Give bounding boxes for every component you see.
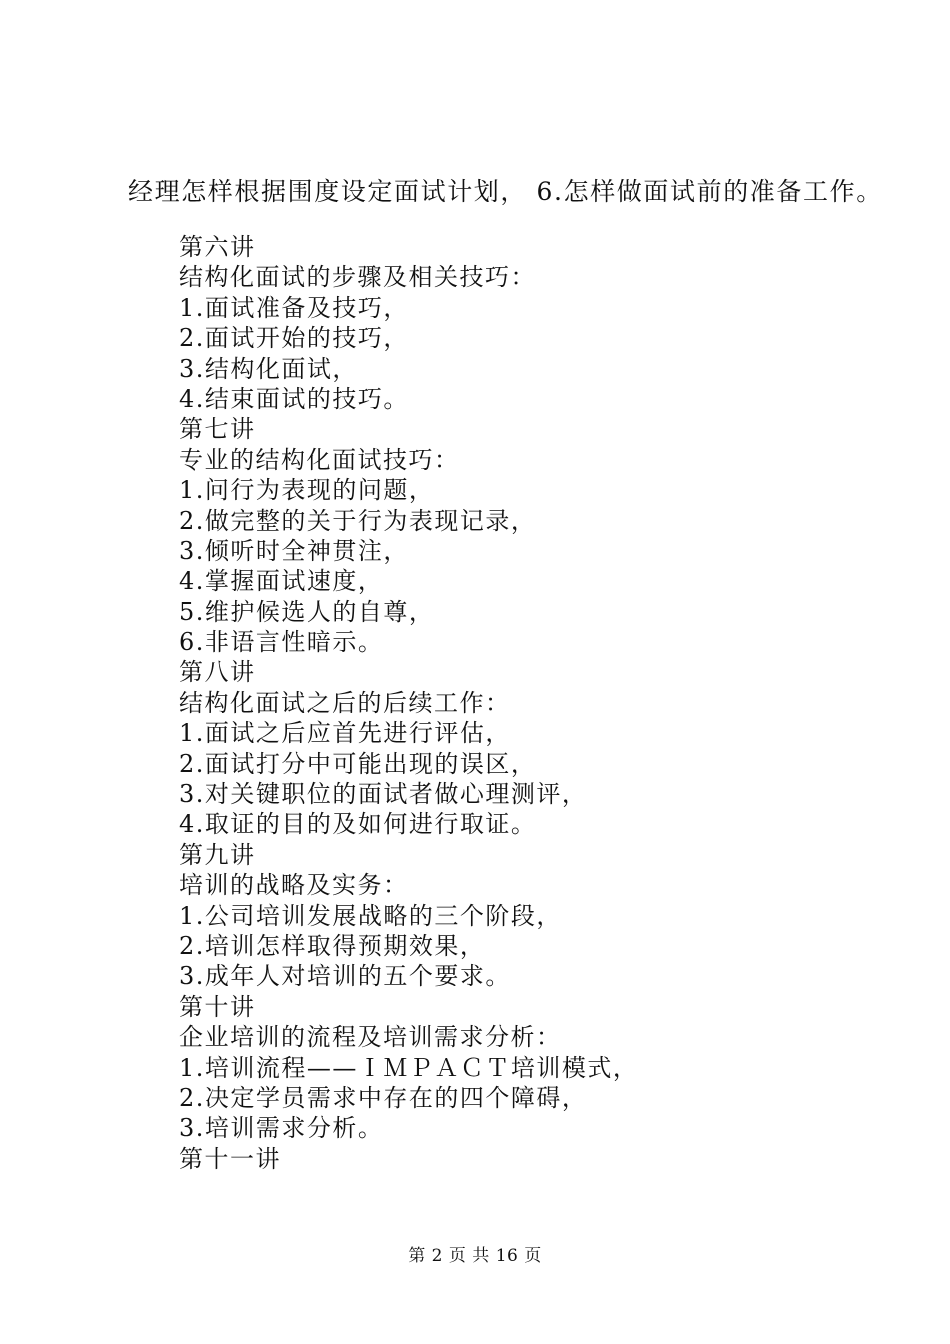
lecture-heading: 第六讲	[179, 233, 256, 261]
section-title: 结构化面试的步骤及相关技巧：	[179, 263, 536, 292]
list-item: 3.成年人对培训的五个要求。	[179, 962, 511, 991]
list-item: 2.面试打分中可能出现的误区，	[179, 749, 537, 778]
list-item: 5.维护候选人的自尊，	[179, 597, 435, 626]
list-item: 4.结束面试的技巧。	[179, 384, 409, 413]
list-item: 2.面试开始的技巧，	[179, 324, 409, 353]
list-item: 3.结构化面试，	[179, 354, 358, 383]
list-item: 3.培训需求分析。	[179, 1114, 384, 1143]
page-number-footer: 第 2 页 共 16 页	[408, 1246, 542, 1266]
list-item: 1.公司培训发展战略的三个阶段，	[179, 901, 562, 930]
list-item: 2.决定学员需求中存在的四个障碍，	[179, 1083, 588, 1112]
list-item: 3.倾听时全神贯注，	[179, 536, 409, 565]
list-item: 1.面试准备及技巧，	[179, 293, 409, 322]
section-title: 专业的结构化面试技巧：	[179, 445, 460, 474]
lecture-heading: 第八讲	[179, 658, 256, 687]
list-item: 2.培训怎样取得预期效果，	[179, 931, 486, 960]
section-title: 企业培训的流程及培训需求分析：	[179, 1023, 562, 1052]
list-item: 3.对关键职位的面试者做心理测评，	[179, 780, 588, 809]
list-item: 1.培训流程——ＩＭＰＡＣＴ培训模式，	[179, 1053, 639, 1082]
document-body	[179, 232, 879, 1174]
lecture-heading: 第七讲	[179, 415, 256, 444]
lecture-heading: 第十讲	[179, 992, 256, 1021]
list-item: 6.非语言性暗示。	[179, 628, 384, 657]
list-item: 4.取证的目的及如何进行取证。	[179, 810, 537, 839]
continuation-line: 经理怎样根据围度设定面试计划， 6.怎样做面试前的准备工作。	[128, 177, 883, 206]
list-item: 4.掌握面试速度，	[179, 567, 384, 596]
list-item: 1.问行为表现的问题，	[179, 476, 435, 505]
lecture-heading: 第九讲	[179, 840, 256, 869]
section-title: 结构化面试之后的后续工作：	[179, 688, 511, 717]
section-title: 培训的战略及实务：	[179, 871, 409, 900]
list-item: 2.做完整的关于行为表现记录，	[179, 506, 537, 535]
list-item: 1.面试之后应首先进行评估，	[179, 719, 511, 748]
lecture-heading: 第十一讲	[179, 1144, 281, 1173]
